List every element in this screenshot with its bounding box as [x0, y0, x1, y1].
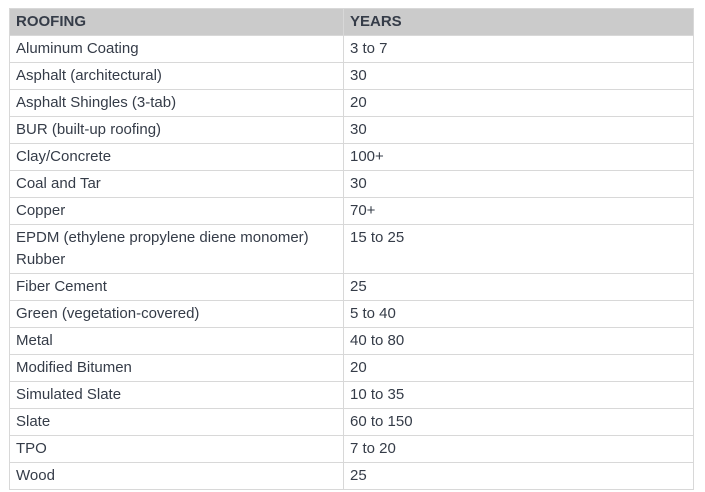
years-cell: 30 — [344, 117, 694, 144]
years-cell: 20 — [344, 90, 694, 117]
table-row — [10, 382, 694, 409]
roofing-lifespan-table — [9, 8, 694, 490]
table-row — [10, 225, 694, 274]
years-cell: 70+ — [344, 198, 694, 225]
material-cell: Copper — [10, 198, 344, 225]
table-row — [10, 436, 694, 463]
years-cell: 100+ — [344, 144, 694, 171]
table-row — [10, 36, 694, 63]
material-cell: TPO — [10, 436, 344, 463]
material-cell: Wood — [10, 463, 344, 490]
material-cell: Coal and Tar — [10, 171, 344, 198]
material-cell: Modified Bitumen — [10, 355, 344, 382]
years-cell: 25 — [344, 274, 694, 301]
table-row — [10, 198, 694, 225]
table-row — [10, 355, 694, 382]
table-row — [10, 63, 694, 90]
years-cell: 5 to 40 — [344, 301, 694, 328]
years-cell: 10 to 35 — [344, 382, 694, 409]
years-cell: 60 to 150 — [344, 409, 694, 436]
years-cell: 25 — [344, 463, 694, 490]
table-row — [10, 171, 694, 198]
header-cell-years: YEARS — [344, 9, 694, 36]
years-cell: 30 — [344, 63, 694, 90]
material-cell: Fiber Cement — [10, 274, 344, 301]
material-cell: Metal — [10, 328, 344, 355]
years-cell: 3 to 7 — [344, 36, 694, 63]
table-row — [10, 328, 694, 355]
years-cell: 40 to 80 — [344, 328, 694, 355]
header-cell-roofing: ROOFING — [10, 9, 344, 36]
material-cell: BUR (built-up roofing) — [10, 117, 344, 144]
material-cell: Asphalt Shingles (3-tab) — [10, 90, 344, 117]
years-cell: 15 to 25 — [344, 225, 694, 274]
years-cell: 30 — [344, 171, 694, 198]
table-row — [10, 409, 694, 436]
table-row — [10, 463, 694, 490]
material-cell: Asphalt (architectural) — [10, 63, 344, 90]
years-cell: 7 to 20 — [344, 436, 694, 463]
table-row — [10, 274, 694, 301]
material-cell: Aluminum Coating — [10, 36, 344, 63]
table-row — [10, 90, 694, 117]
table-body — [10, 36, 694, 490]
table-row — [10, 144, 694, 171]
table-row — [10, 301, 694, 328]
material-cell: Slate — [10, 409, 344, 436]
material-cell: EPDM (ethylene propylene diene monomer) Rubber — [10, 225, 344, 274]
header-row — [10, 9, 694, 36]
material-cell: Green (vegetation-covered) — [10, 301, 344, 328]
table-header — [10, 9, 694, 36]
material-cell: Simulated Slate — [10, 382, 344, 409]
table-row — [10, 117, 694, 144]
years-cell: 20 — [344, 355, 694, 382]
material-cell: Clay/Concrete — [10, 144, 344, 171]
